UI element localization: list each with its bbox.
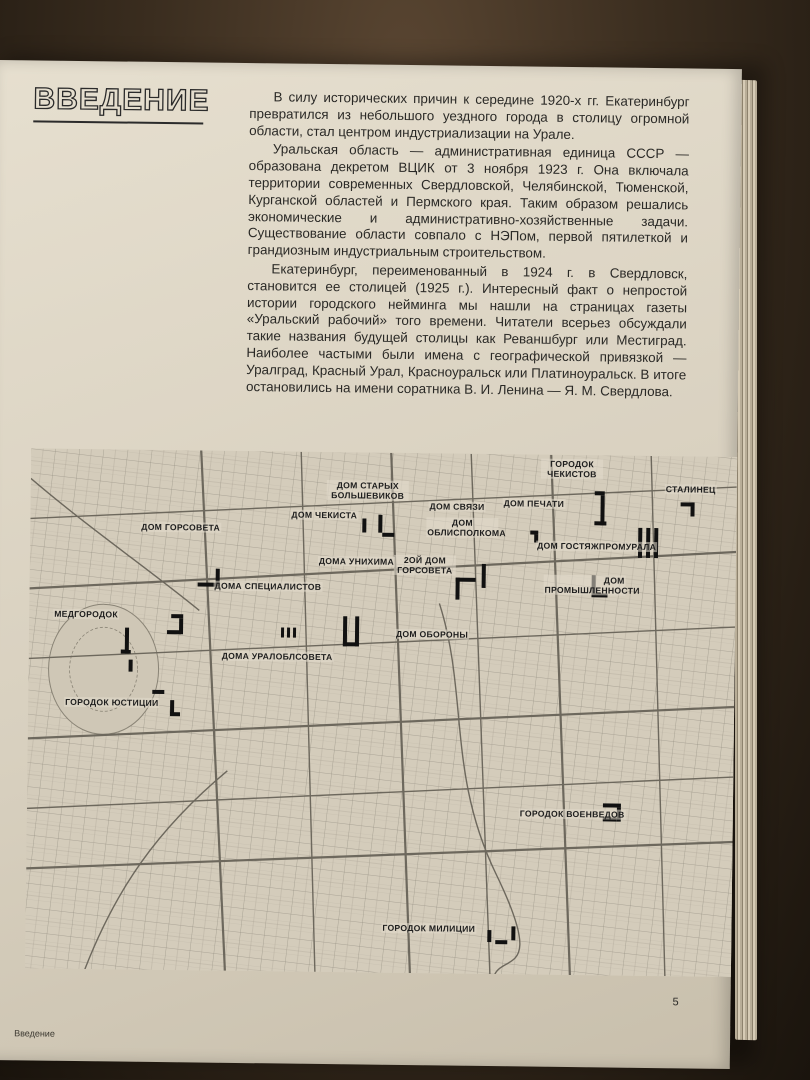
- footer-section-title: Введение: [14, 1028, 55, 1039]
- map-streets: [25, 448, 737, 977]
- label-stalinets: СТАЛИНЕЦ: [665, 484, 716, 495]
- label-medgorodok: МЕДГОРОДОК: [54, 608, 118, 620]
- label-dom-oblispolkoma: ДОМ ОБЛИСПОЛКОМА: [427, 517, 506, 539]
- label-gorodok-voenvedov: ГОРОДОК ВОЕНВЕДОВ: [519, 808, 625, 820]
- label-dom-chekista: ДОМ ЧЕКИСТА: [291, 509, 358, 521]
- book-page: [0, 60, 742, 1069]
- page-number: 5: [672, 996, 679, 1009]
- heading-underline: [33, 120, 203, 124]
- label-doma-unikhima: ДОМА УНИХИМА: [318, 555, 395, 567]
- label-dom-gostyazhpromurala: ДОМ ГОСТЯЖПРОМУРАЛА: [537, 540, 657, 553]
- paragraph-2: Уральская область — административная единица СССР — образована декретом ВЦИК от 3 ноября 1923 г. Она включала территории современных Свердловской, Челябинской, Тюменской, Курганской областей и Пермского края. Таким образом решались экономические и административно-хозяйственные задачи. Существование области совпало с НЭПом, первой пятилеткой и грандиозным индустриальным строительством.: [247, 141, 689, 261]
- paragraph-1: В силу исторических причин к середине 1920-х гг. Екатеринбург превратился из небольшого уездного города в столицу огромной области, стал центром индустриализации на Урале.: [249, 89, 690, 142]
- label-dom-svyazi: ДОМ СВЯЗИ: [429, 501, 485, 512]
- label-dom-oborony: ДОМ ОБОРОНЫ: [395, 628, 469, 640]
- label-2oy-dom-gorsoveta: 2ОЙ ДОМ ГОРСОВЕТА: [394, 555, 456, 576]
- label-gorodok-yustitsii: ГОРОДОК ЮСТИЦИИ: [65, 696, 159, 708]
- label-dom-starykh-bolshevikov: ДОМ СТАРЫХ БОЛЬШЕВИКОВ: [327, 480, 409, 501]
- page-heading: ВВЕДЕНИЕ: [33, 82, 210, 118]
- label-dom-promyshlennosti: ДОМ ПРОМЫШЛЕННОСТИ: [544, 575, 640, 596]
- intro-text: [246, 89, 690, 403]
- paragraph-3: Екатеринбург, переименованный в 1924 г. в Свердловск, становится ее столицей (1925 г.). Интересный факт о непростой истории городского нейминга мы нашли на страницах газеты «Уральский рабочий» того времени. Читатели всерьез обсуждали такие названия будущей столицы как Реваншбург или Местиград. Наиболее частыми были имена с географической привязкой — Уралград, Красный Урал, Красноуральск или Платиноуральск. В итоге остановились на имени соратника В. И. Ленина — Я. М. Свердлова.: [245, 261, 688, 399]
- label-gorodok-chekistov: ГОРОДОК ЧЕКИСТОВ: [541, 459, 603, 480]
- city-map: [25, 448, 737, 977]
- label-dom-gorsoveta: ДОМ ГОРСОВЕТА: [141, 521, 221, 533]
- label-doma-uraloblsoveta: ДОМА УРАЛОБЛСОВЕТА: [221, 650, 333, 663]
- label-gorodok-militsii: ГОРОДОК МИЛИЦИИ: [382, 922, 476, 934]
- label-doma-spetsialistov: ДОМА СПЕЦИАЛИСТОВ: [214, 580, 322, 592]
- label-dom-pechati: ДОМ ПЕЧАТИ: [503, 498, 565, 509]
